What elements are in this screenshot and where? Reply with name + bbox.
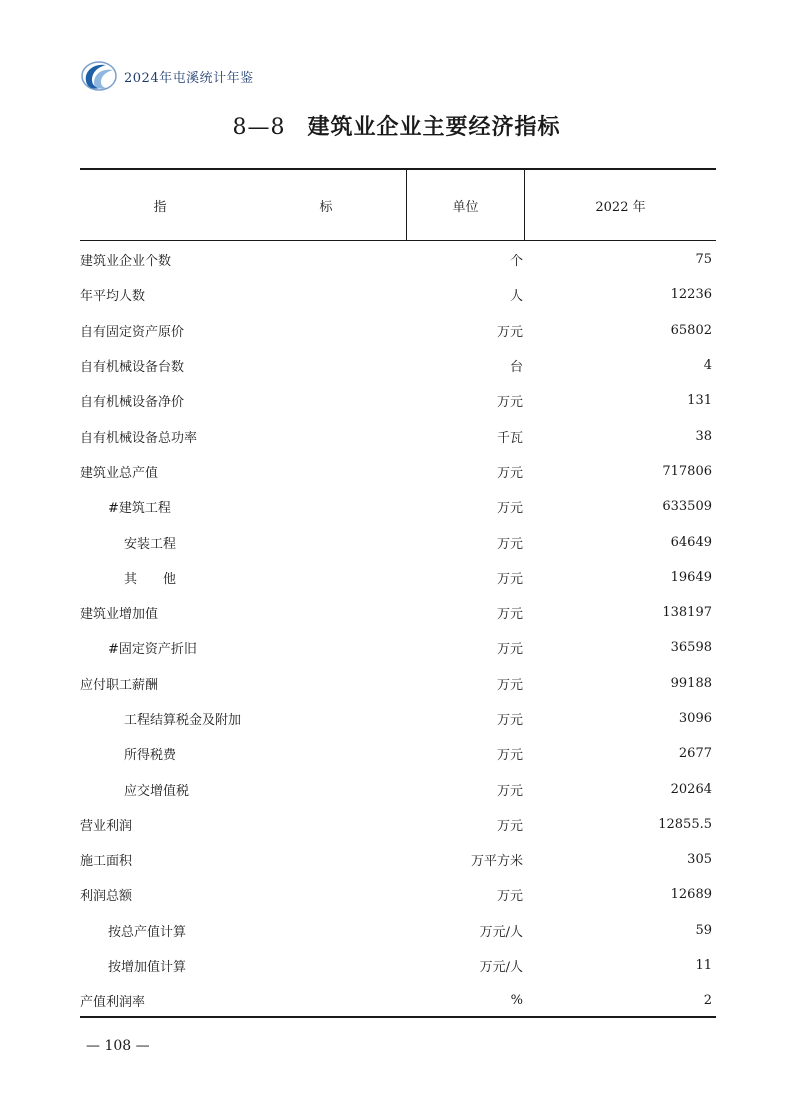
table-row <box>80 348 716 383</box>
row-indicator-name: 安装工程 <box>124 536 177 552</box>
page-header <box>80 58 254 94</box>
table-row <box>80 948 716 983</box>
row-unit: 万元 <box>496 783 523 799</box>
row-value: 64649 <box>670 534 712 550</box>
row-unit: 万元 <box>496 642 523 658</box>
row-unit: % <box>510 993 523 1009</box>
column-header-indicator-label: 指 标 <box>153 199 403 215</box>
row-value: 59 <box>695 922 712 938</box>
row-unit: 万元 <box>496 571 523 587</box>
row-value: 4 <box>703 358 712 374</box>
row-unit: 万元 <box>496 324 523 340</box>
row-indicator-name: 应付职工薪酬 <box>80 677 159 693</box>
row-unit: 万元 <box>496 501 523 517</box>
row-indicator-name: 自有固定资产原价 <box>80 324 185 340</box>
row-value: 2 <box>703 993 712 1009</box>
row-indicator-name: 所得税费 <box>124 748 177 764</box>
row-indicator-name: 利润总额 <box>80 889 133 905</box>
row-unit: 万元 <box>496 748 523 764</box>
row-value: 12855.5 <box>658 816 712 832</box>
row-value: 36598 <box>670 640 712 656</box>
row-value: 75 <box>695 252 712 268</box>
column-header-year: 2022 年 <box>595 199 646 215</box>
table-row <box>80 560 716 595</box>
row-value: 633509 <box>662 499 712 515</box>
page-title <box>0 110 793 141</box>
row-unit: 万元 <box>496 536 523 552</box>
row-unit: 人 <box>509 289 523 305</box>
table-row <box>80 595 716 630</box>
row-unit: 个 <box>509 254 523 270</box>
table-row <box>80 913 716 948</box>
row-unit: 万元 <box>496 818 523 834</box>
row-indicator-name: 按增加值计算 <box>108 960 187 976</box>
row-unit: 万元/人 <box>479 924 523 940</box>
row-indicator-name: 年平均人数 <box>80 289 146 305</box>
page-number: — 108 — <box>86 1038 150 1054</box>
row-value: 99188 <box>670 675 712 691</box>
row-unit: 万元/人 <box>479 960 523 976</box>
table-row <box>80 771 716 806</box>
table-row <box>80 454 716 489</box>
table-row <box>80 277 716 312</box>
row-indicator-name: 工程结算税金及附加 <box>124 713 242 728</box>
table-body <box>80 242 716 1019</box>
row-indicator-name: 按总产值计算 <box>108 924 187 940</box>
row-value: 305 <box>687 852 712 868</box>
table-row <box>80 701 716 736</box>
table-row <box>80 489 716 524</box>
table-bottom-rule <box>80 1016 716 1018</box>
row-value: 2677 <box>678 746 712 762</box>
column-header-unit: 单位 <box>407 170 525 240</box>
row-unit: 万元 <box>496 677 523 693</box>
table-row <box>80 983 716 1018</box>
row-indicator-name: 建筑业增加值 <box>80 607 159 623</box>
row-indicator-name: 自有机械设备总功率 <box>80 430 198 446</box>
table-row <box>80 383 716 418</box>
indicator-table <box>80 168 716 1019</box>
row-indicator-name: 其 他 <box>124 571 177 587</box>
book-title: 2024年屯溪统计年鉴 <box>124 70 254 86</box>
row-value: 38 <box>695 428 712 444</box>
row-indicator-name: #固定资产折旧 <box>108 642 197 658</box>
table-row <box>80 736 716 771</box>
row-value: 131 <box>687 393 712 409</box>
table-number: 8—8 <box>232 115 286 140</box>
row-unit: 万元 <box>496 889 523 905</box>
row-value: 19649 <box>670 569 712 585</box>
table-header <box>80 170 716 241</box>
row-indicator-name: 建筑业总产值 <box>80 465 159 481</box>
row-unit: 万平方米 <box>470 854 523 870</box>
row-value: 65802 <box>670 322 712 338</box>
table-row <box>80 807 716 842</box>
table-title: 建筑业企业主要经济指标 <box>307 115 561 140</box>
row-unit: 万元 <box>496 465 523 481</box>
column-header-indicator <box>80 170 407 240</box>
row-value: 11 <box>695 958 712 974</box>
row-unit: 台 <box>509 360 523 376</box>
row-unit: 千瓦 <box>496 430 523 446</box>
row-indicator-name: 自有机械设备台数 <box>80 360 185 376</box>
row-value: 138197 <box>662 605 712 621</box>
table-row <box>80 842 716 877</box>
row-indicator-name: 施工面积 <box>80 854 133 870</box>
row-value: 717806 <box>662 463 712 479</box>
row-value: 12236 <box>670 287 712 303</box>
row-indicator-name: 建筑业企业个数 <box>80 254 172 270</box>
yearbook-logo-icon <box>80 59 118 93</box>
row-indicator-name: #建筑工程 <box>108 501 171 517</box>
row-unit: 万元 <box>496 607 523 623</box>
table-row <box>80 877 716 912</box>
row-unit: 万元 <box>496 713 523 728</box>
row-indicator-name: 应交增值税 <box>124 783 190 799</box>
table-row <box>80 630 716 665</box>
table-row <box>80 666 716 701</box>
table-row <box>80 242 716 277</box>
row-indicator-name: 营业利润 <box>80 818 133 834</box>
row-unit: 万元 <box>496 395 523 411</box>
row-value: 3096 <box>678 711 712 726</box>
row-value: 12689 <box>670 887 712 903</box>
table-row <box>80 524 716 559</box>
row-indicator-name: 自有机械设备净价 <box>80 395 185 411</box>
row-indicator-name: 产值利润率 <box>80 995 146 1011</box>
table-row <box>80 313 716 348</box>
row-value: 20264 <box>670 781 712 797</box>
table-row <box>80 418 716 453</box>
